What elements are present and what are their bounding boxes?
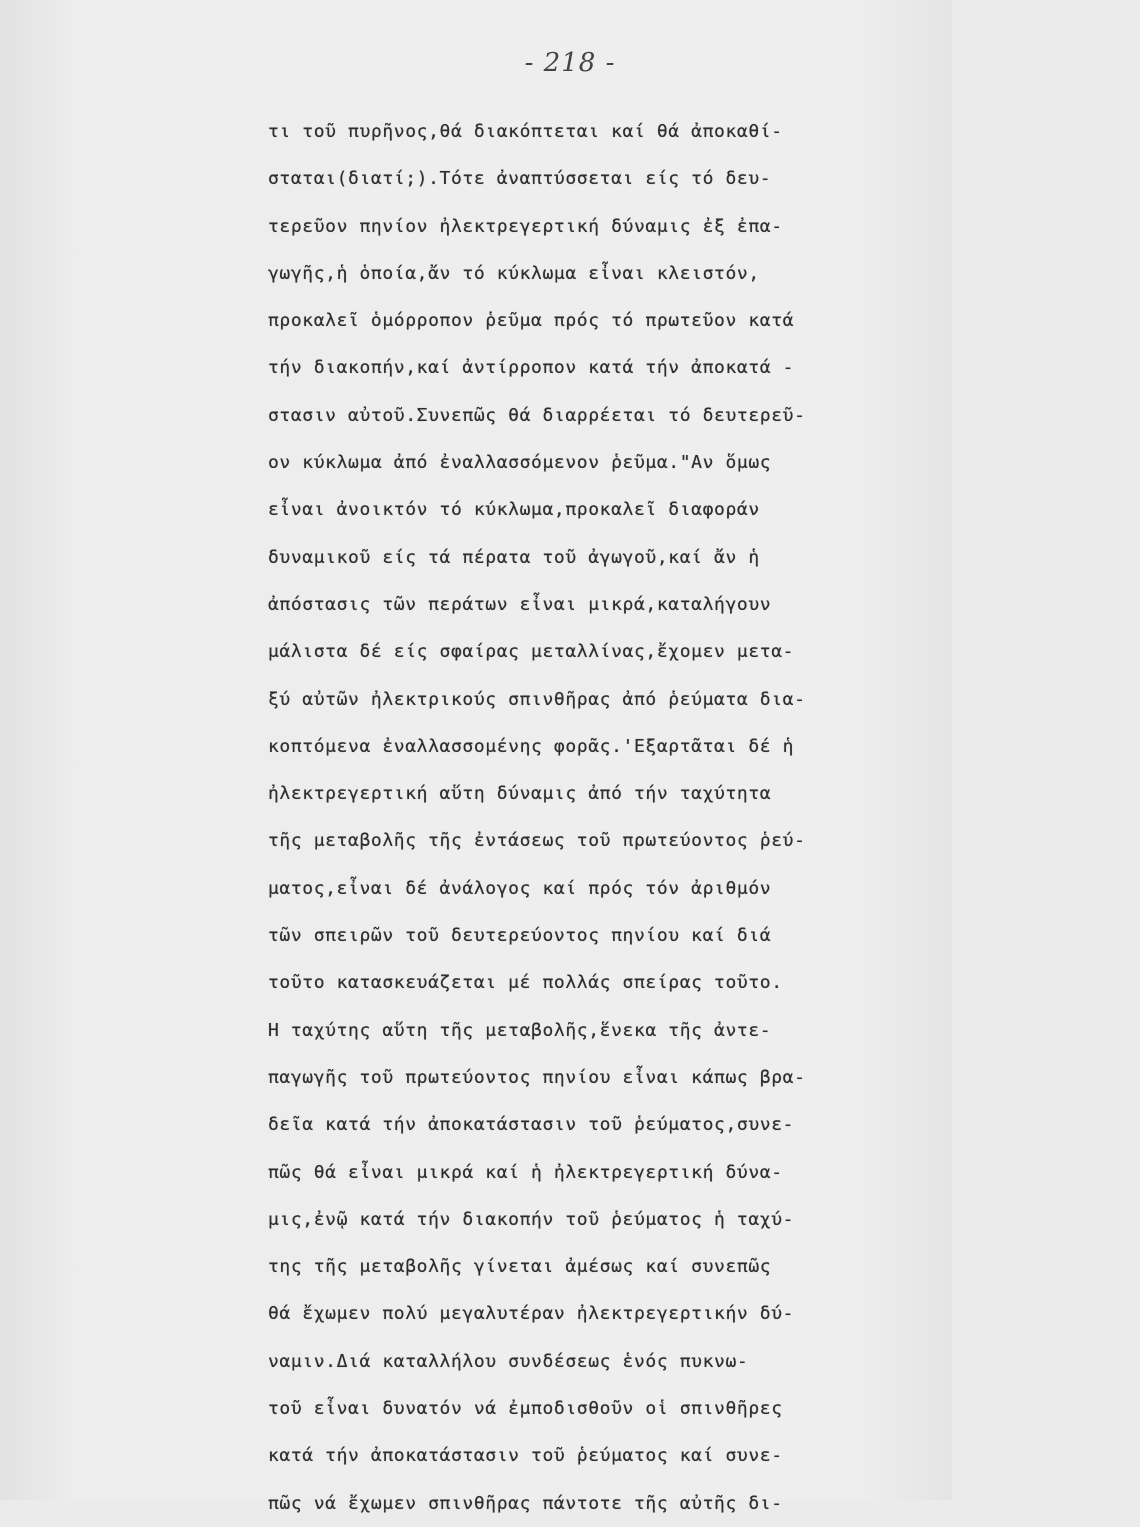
text-line: κατά τήν ἀποκατάστασιν τοῦ ῥεύματος καί συνε-: [268, 1445, 783, 1467]
page-number: - 218 -: [524, 48, 616, 78]
text-line: τερεῦον πηνίον ἠλεκτρεγερτική δύναμις ἐξ ἐπα-: [268, 215, 783, 237]
text-line: μις,ἐνῷ κατά τήν διακοπήν τοῦ ῥεύματος ἡ ταχύ-: [268, 1208, 795, 1230]
text-line: γωγῆς,ἡ ὁποία,ἄν τό κύκλωμα εἶναι κλειστόν,: [268, 262, 760, 284]
text-line: τήν διακοπήν,καί ἀντίρροπον κατά τήν ἀποκατά -: [268, 357, 795, 379]
text-line: ναμιν.Διά καταλλήλου συνδέσεως ἑνός πυκνω-: [268, 1350, 749, 1372]
text-line: τῶν σπειρῶν τοῦ δευτερεύοντος πηνίου καί διά: [268, 925, 772, 947]
text-line: Η ταχύτης αὕτη τῆς μεταβολῆς,ἕνεκα τῆς ἀντε-: [268, 1019, 772, 1041]
text-line: στασιν αὐτοῦ.Συνεπῶς θά διαρρέεται τό δευτερεῦ-: [268, 404, 806, 426]
text-line: δυναμικοῦ είς τά πέρατα τοῦ ἀγωγοῦ,καί ἄν ἡ: [268, 546, 760, 568]
text-line: πῶς θά εἶναι μικρά καί ἡ ἠλεκτρεγερτική δύνα-: [268, 1161, 783, 1183]
text-line: εἶναι ἀνοικτόν τό κύκλωμα,προκαλεῖ διαφοράν: [268, 499, 760, 521]
text-line: ον κύκλωμα ἀπό ἐναλλασσόμενον ῥεῦμα."Αν ὅμως: [268, 452, 772, 474]
text-line: κοπτόμενα ἐναλλασσομένης φορᾶς.'Εξαρτᾶται δέ ἡ: [268, 735, 795, 757]
text-line: τοῦ εἶναι δυνατόν νά ἐμποδισθοῦν οἱ σπινθῆρες: [268, 1398, 783, 1420]
text-line: θά ἔχωμεν πολύ μεγαλυτέραν ἠλεκτρεγερτικήν δύ-: [268, 1303, 795, 1325]
text-line: ἀπόστασις τῶν περάτων εἶναι μικρά,καταλήγουν: [268, 593, 772, 615]
text-line: της τῆς μεταβολῆς γίνεται ἀμέσως καί συνεπῶς: [268, 1256, 772, 1278]
text-line: ξύ αὐτῶν ἠλεκτρικούς σπινθῆρας ἀπό ῥεύματα δια-: [268, 688, 806, 710]
text-line: πῶς νά ἔχωμεν σπινθῆρας πάντοτε τῆς αὐτῆς δι-: [268, 1492, 783, 1514]
text-line: μάλιστα δέ είς σφαίρας μεταλλίνας,ἔχομεν μετα-: [268, 641, 795, 663]
text-line: παγωγῆς τοῦ πρωτεύοντος πηνίου εἶναι κάπως βρα-: [268, 1066, 806, 1088]
text-line: τοῦτο κατασκευάζεται μέ πολλάς σπείρας τοῦτο.: [268, 972, 783, 994]
text-line: σταται(διατί;).Τότε ἀναπτύσσεται είς τό δευ-: [268, 168, 772, 190]
text-line: δεῖα κατά τήν ἀποκατάστασιν τοῦ ῥεύματος,συνε-: [268, 1114, 795, 1136]
body-text: [268, 108, 908, 1527]
text-line: τῆς μεταβολῆς τῆς ἐντάσεως τοῦ πρωτεύοντος ῥεύ-: [268, 830, 806, 852]
text-line: ματος,εἶναι δέ ἀνάλογος καί πρός τόν ἀριθμόν: [268, 877, 772, 899]
text-line: προκαλεῖ ὁμόρροπον ῥεῦμα πρός τό πρωτεῦον κατά: [268, 310, 795, 332]
text-line: ἠλεκτρεγερτική αὕτη δύναμις ἀπό τήν ταχύτητα: [268, 783, 772, 805]
text-line: τι τοῦ πυρῆνος,θά διακόπτεται καί θά ἀποκαθί-: [268, 121, 783, 142]
